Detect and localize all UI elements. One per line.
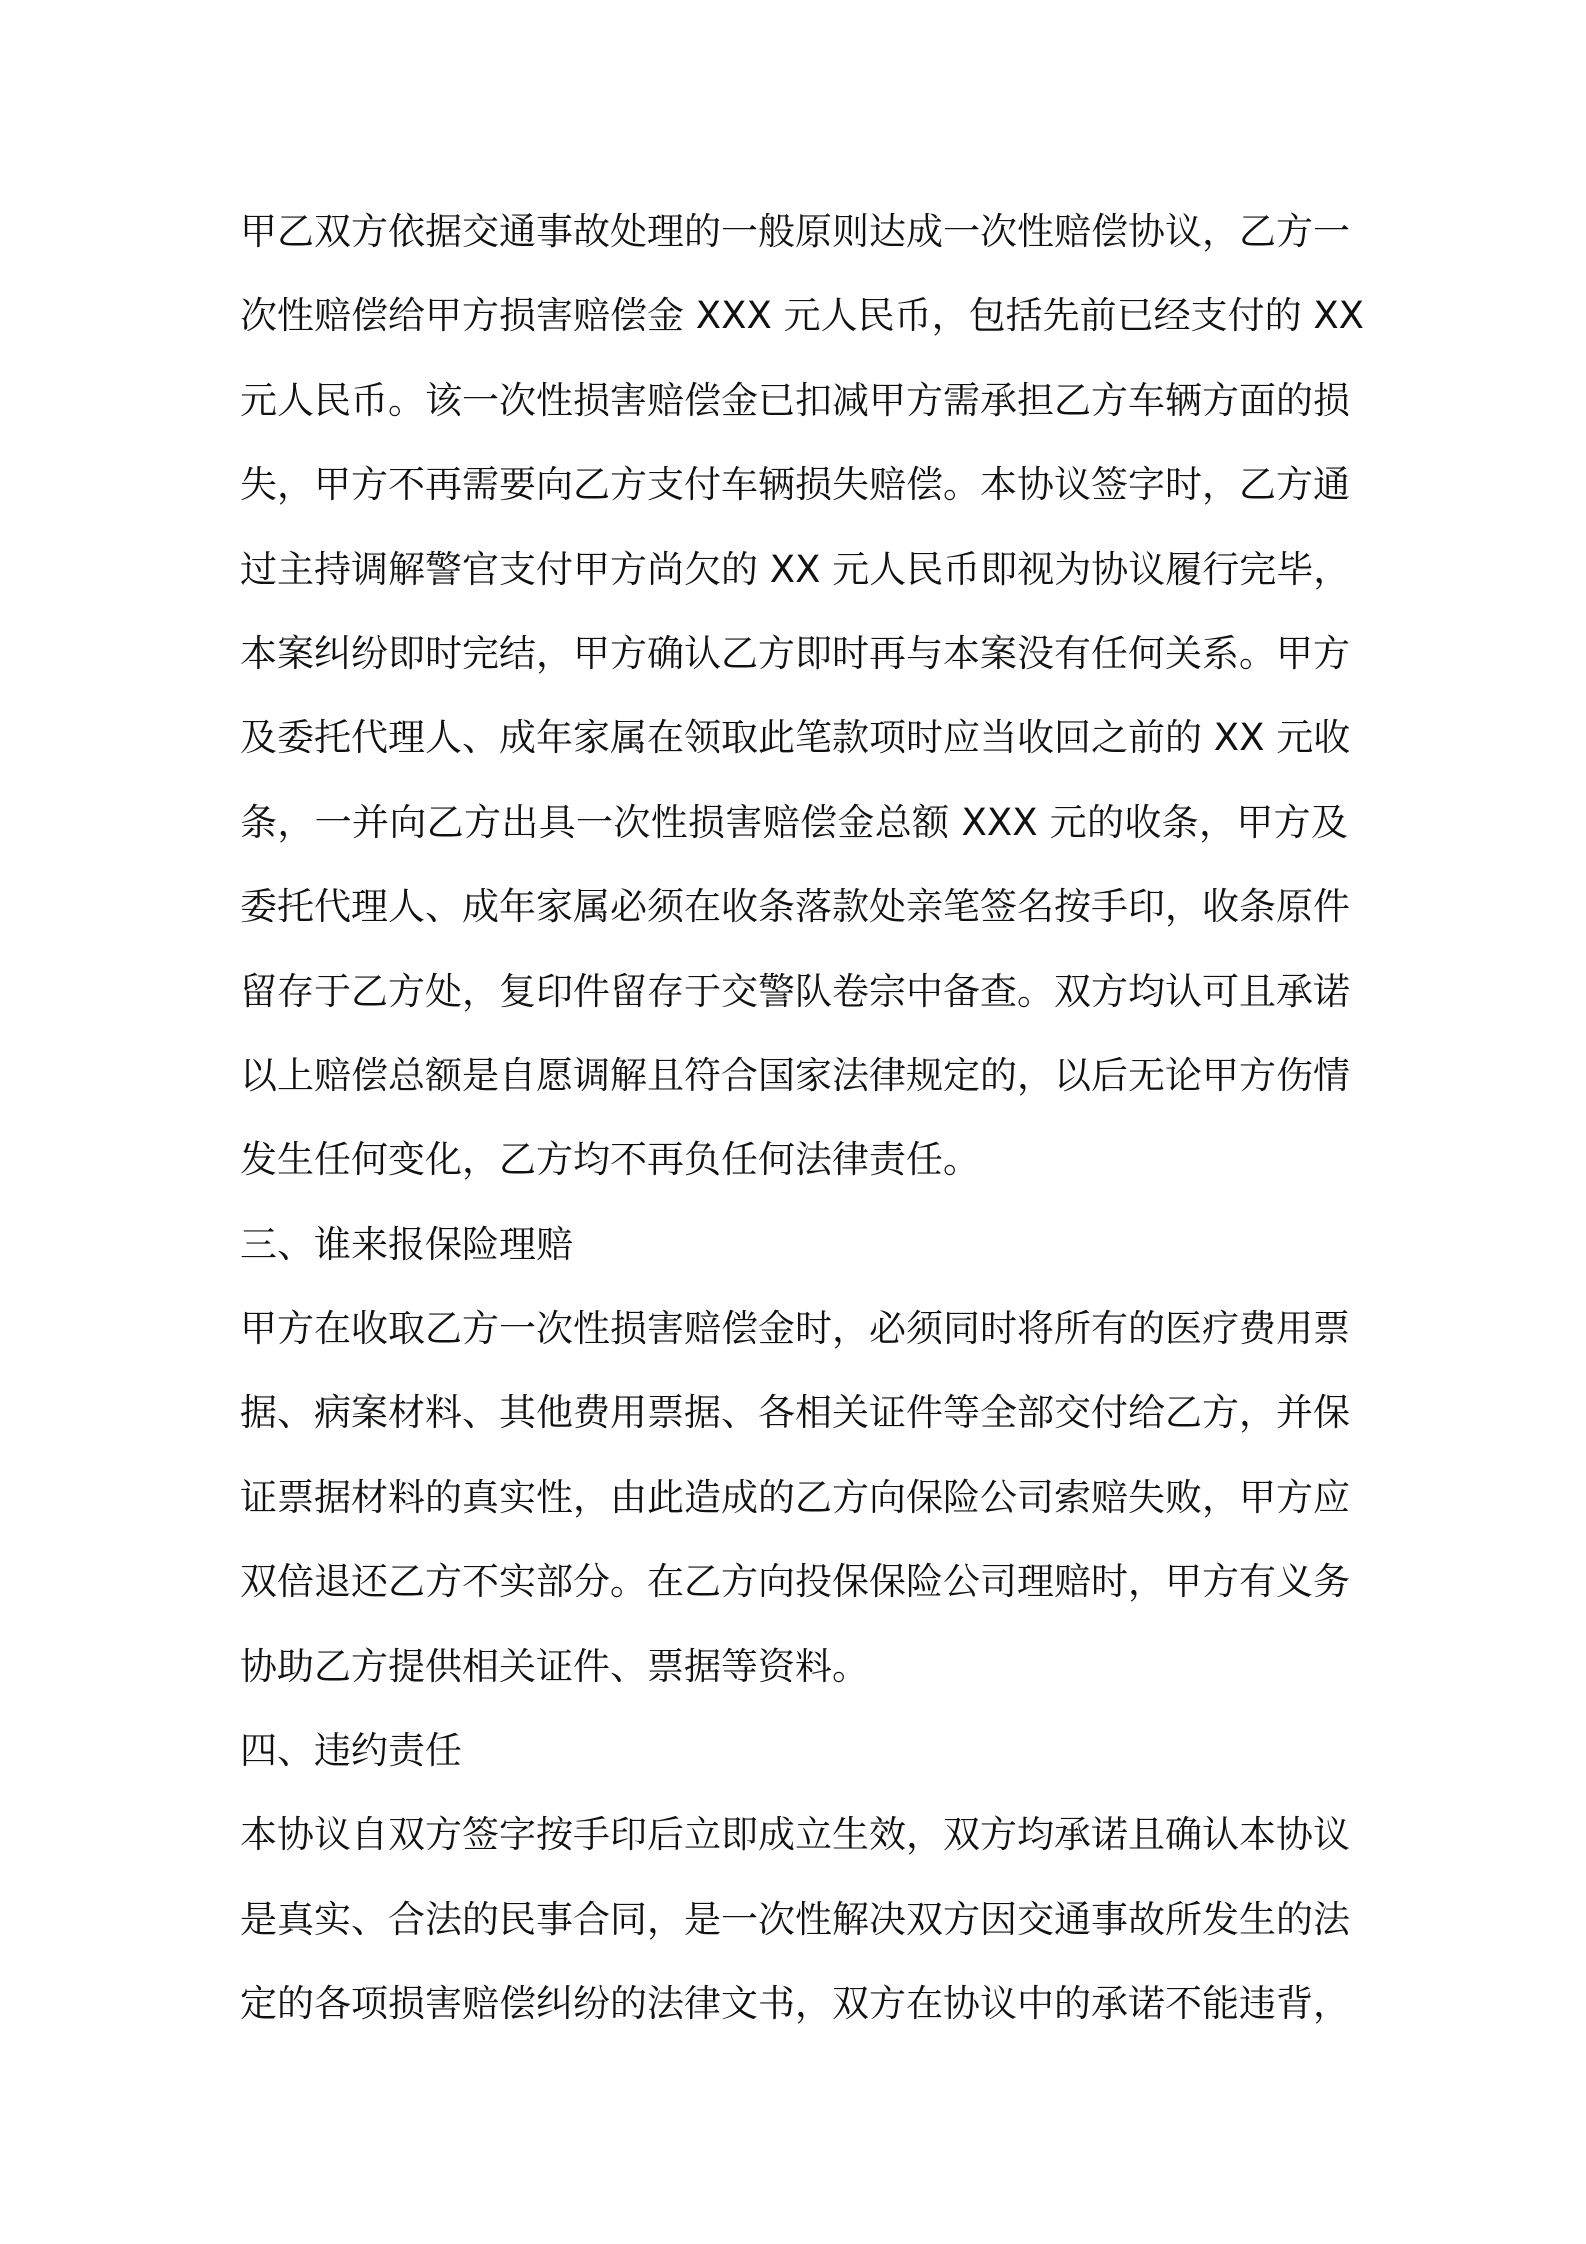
paragraph-line: 本案纠纷即时完结，甲方确认乙方即时再与本案没有任何关系。甲方	[240, 631, 1350, 675]
paragraph-line: 甲方在收取乙方一次性损害赔偿金时，必须同时将所有的医疗费用票	[240, 1307, 1350, 1351]
paragraph-line: 定的各项损害赔偿纠纷的法律文书，双方在协议中的承诺不能违背，	[240, 1982, 1350, 2026]
paragraph-line: 条，一并向乙方出具一次性损害赔偿金总额 XXX 元的收条，甲方及	[240, 800, 1348, 844]
paragraph-line: 元人民币。该一次性损害赔偿金已扣减甲方需承担乙方车辆方面的损	[240, 378, 1350, 422]
paragraph-line: 是真实、合法的民事合同，是一次性解决双方因交通事故所发生的法	[240, 1897, 1350, 1941]
section-heading-breach: 四、违约责任	[240, 1729, 462, 1773]
paragraph-line: 本协议自双方签字按手印后立即成立生效，双方均承诺且确认本协议	[240, 1813, 1350, 1857]
document-body	[240, 190, 1365, 2047]
paragraph-line: 次性赔偿给甲方损害赔偿金 XXX 元人民币，包括先前已经支付的 XX	[240, 294, 1365, 338]
paragraph-line: 及委托代理人、成年家属在领取此笔款项时应当收回之前的 XX 元收	[240, 716, 1351, 760]
paragraph-line: 甲乙双方依据交通事故处理的一般原则达成一次性赔偿协议，乙方一	[240, 210, 1350, 253]
paragraph-line: 以上赔偿总额是自愿调解且符合国家法律规定的，以后无论甲方伤情	[240, 1053, 1350, 1097]
paragraph-line: 委托代理人、成年家属必须在收条落款处亲笔签名按手印，收条原件	[240, 885, 1350, 929]
paragraph-line: 据、病案材料、其他费用票据、各相关证件等全部交付给乙方，并保	[240, 1391, 1350, 1435]
paragraph-line: 留存于乙方处，复印件留存于交警队卷宗中备查。双方均认可且承诺	[240, 969, 1350, 1013]
paragraph-line: 协助乙方提供相关证件、票据等资料。	[240, 1644, 869, 1688]
paragraph-line: 证票据材料的真实性，由此造成的乙方向保险公司索赔失败，甲方应	[240, 1475, 1350, 1519]
section-heading-insurance: 三、谁来报保险理赔	[240, 1222, 573, 1266]
paragraph-line: 过主持调解警官支付甲方尚欠的 XX 元人民币即视为协议履行完毕，	[240, 547, 1351, 591]
paragraph-line: 失，甲方不再需要向乙方支付车辆损失赔偿。本协议签字时，乙方通	[240, 463, 1350, 507]
paragraph-line: 双倍退还乙方不实部分。在乙方向投保保险公司理赔时，甲方有义务	[240, 1560, 1350, 1604]
paragraph-line: 发生任何变化，乙方均不再负任何法律责任。	[240, 1138, 980, 1182]
